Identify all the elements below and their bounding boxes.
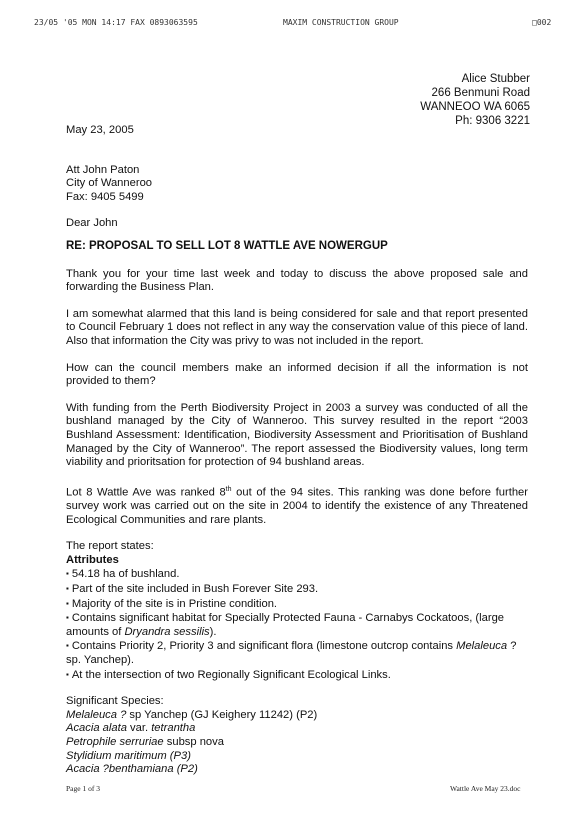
attribute-text: Contains significant habitat for Specially Protected Fauna - Carnabys Cockatoos, (large amounts of bbox=[66, 612, 505, 638]
species-name: Stylidium maritimum (P3) bbox=[66, 749, 191, 762]
footer-page-number: Page 1 of 3 bbox=[66, 784, 100, 793]
fax-header bbox=[0, 18, 583, 30]
species-name: Acacia alata bbox=[66, 722, 127, 735]
recipient-att: Att John Paton bbox=[66, 163, 140, 176]
paragraph-3: How can the council members make an informed decision if all the information is not provided to them? bbox=[66, 361, 528, 388]
attribute-text: At the intersection of two Regionally Significant Ecological Links. bbox=[71, 668, 391, 681]
attribute-text: Part of the site included in Bush Forever Site 293. bbox=[71, 582, 319, 595]
species-item bbox=[66, 736, 528, 750]
list-item bbox=[66, 567, 528, 582]
sender-suburb: WANNEOO WA 6065 bbox=[420, 101, 530, 113]
paragraph-5 bbox=[66, 483, 528, 528]
bullet-icon: ▪ bbox=[66, 583, 69, 593]
species-name: Dryandra sessilis bbox=[124, 625, 210, 638]
fax-page-number: □002 bbox=[532, 18, 552, 27]
species-name: Acacia ?benthamiana (P2) bbox=[66, 763, 198, 776]
species-name: Petrophile serruriae bbox=[66, 735, 164, 748]
sender-address-block bbox=[420, 72, 530, 128]
bullet-icon: ▪ bbox=[66, 613, 69, 623]
attribute-text-end: ). bbox=[209, 625, 217, 638]
species-note: var. bbox=[126, 722, 152, 735]
bullet-icon: ▪ bbox=[66, 569, 69, 579]
recipient-block bbox=[66, 164, 528, 205]
letter-body bbox=[66, 124, 528, 777]
bullet-icon: ▪ bbox=[66, 669, 69, 679]
species-item bbox=[66, 750, 528, 764]
fax-sender-company: MAXIM CONSTRUCTION GROUP bbox=[283, 18, 399, 27]
paragraph-1: Thank you for your time last week and today to discuss the above proposed sale and forwarding the Business Plan. bbox=[66, 267, 528, 294]
attributes-heading: Attributes bbox=[66, 553, 119, 566]
sender-name: Alice Stubber bbox=[461, 73, 530, 85]
paragraph-5-start: Lot 8 Wattle Ave was ranked 8 bbox=[66, 486, 226, 499]
recipient-fax: Fax: 9405 5499 bbox=[66, 190, 144, 203]
sender-phone: Ph: 9306 3221 bbox=[455, 115, 530, 127]
list-item bbox=[66, 668, 528, 683]
list-item bbox=[66, 611, 528, 639]
attribute-text: Majority of the site is in Pristine condition. bbox=[71, 597, 278, 610]
paragraph-5-rest: out of the 94 sites. This ranking was done before further survey work was carried out on the site in 2004 to identify the existence of any Threatened Ecological Communities and rare plants. bbox=[66, 486, 528, 526]
species-name: Melaleuca ? bbox=[66, 708, 127, 721]
significant-species-section bbox=[66, 695, 528, 777]
species-note: sp Yanchep (GJ Keighery 11242) (P2) bbox=[126, 708, 318, 721]
species-name: Melaleuca bbox=[456, 640, 508, 653]
list-item bbox=[66, 582, 528, 597]
bullet-icon: ▪ bbox=[66, 598, 69, 608]
paragraph-4: With funding from the Perth Biodiversity Project in 2003 a survey was conducted of all the bushland managed by the City of Wanneroo. This survey resulted in the report “2003 Bushland Assessment: Identification, Biodiversity Assessment and Prioritisation of Bushland Managed by the City of Wanneroo”. The report assessed the Biodiversity values, long term viability and prioritsation for protection of 94 bushland areas. bbox=[66, 401, 528, 469]
sender-street: 266 Benmuni Road bbox=[431, 87, 530, 99]
species-item bbox=[66, 763, 528, 777]
bullet-icon: ▪ bbox=[66, 641, 69, 651]
attribute-text: Contains Priority 2, Priority 3 and significant flora (limestone outcrop contains bbox=[71, 640, 457, 653]
attributes-list bbox=[66, 567, 528, 682]
subject-line: RE: PROPOSAL TO SELL LOT 8 WATTLE AVE NOWERGUP bbox=[66, 239, 388, 252]
ordinal-suffix: th bbox=[225, 485, 232, 493]
species-variety: tetrantha bbox=[151, 722, 196, 735]
letter-date: May 23, 2005 bbox=[66, 124, 134, 136]
report-states-label: The report states: bbox=[66, 540, 154, 553]
species-heading: Significant Species: bbox=[66, 695, 164, 708]
recipient-org: City of Wanneroo bbox=[66, 177, 153, 190]
species-item bbox=[66, 722, 528, 736]
species-note: subsp nova bbox=[163, 735, 224, 748]
list-item bbox=[66, 597, 528, 612]
footer-filename: Wattle Ave May 23.doc bbox=[450, 784, 521, 793]
attribute-text-end: ? sp. Yanchep). bbox=[66, 640, 517, 666]
paragraph-2: I am somewhat alarmed that this land is being considered for sale and that report presented to Council February 1 does not reflect in any way the conservation value of this piece of land. Also that information the City was privy to was not included in the report. bbox=[66, 307, 528, 347]
greeting: Dear John bbox=[66, 217, 118, 230]
list-item bbox=[66, 639, 528, 667]
fax-timestamp: 23/05 '05 MON 14:17 FAX 0893063595 bbox=[34, 18, 198, 27]
species-item bbox=[66, 709, 528, 723]
attribute-text: 54.18 ha of bushland. bbox=[71, 568, 180, 581]
